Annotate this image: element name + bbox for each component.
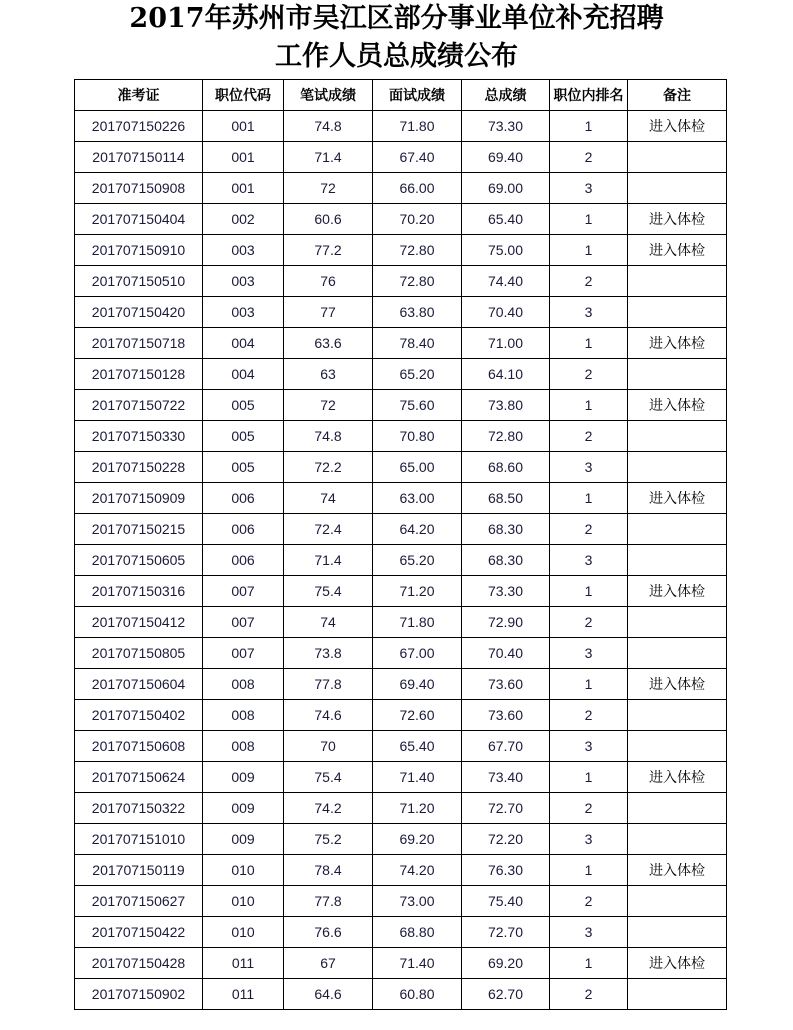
cell-position-rank: 2 — [550, 886, 628, 917]
cell-position-rank: 1 — [550, 948, 628, 979]
cell-total-score: 75.00 — [462, 235, 550, 266]
cell-note — [628, 421, 727, 452]
cell-written-score: 72 — [284, 390, 373, 421]
cell-note: 进入体检 — [628, 855, 727, 886]
cell-position-rank: 2 — [550, 421, 628, 452]
cell-written-score: 74.6 — [284, 700, 373, 731]
cell-total-score: 69.40 — [462, 142, 550, 173]
cell-note — [628, 979, 727, 1010]
cell-interview-score: 71.80 — [373, 607, 462, 638]
cell-position-code: 006 — [203, 483, 284, 514]
cell-interview-score: 64.20 — [373, 514, 462, 545]
table-row — [75, 297, 727, 328]
cell-written-score: 64.6 — [284, 979, 373, 1010]
cell-exam-id: 201707150422 — [75, 917, 203, 948]
cell-written-score: 70 — [284, 731, 373, 762]
cell-position-code: 009 — [203, 824, 284, 855]
cell-exam-id: 201707150404 — [75, 204, 203, 235]
cell-interview-score: 66.00 — [373, 173, 462, 204]
cell-written-score: 77.2 — [284, 235, 373, 266]
cell-total-score: 68.60 — [462, 452, 550, 483]
cell-position-code: 007 — [203, 576, 284, 607]
cell-position-code: 003 — [203, 266, 284, 297]
cell-position-rank: 1 — [550, 328, 628, 359]
header-exam-id: 准考证 — [75, 80, 203, 111]
table-row — [75, 948, 727, 979]
cell-written-score: 78.4 — [284, 855, 373, 886]
cell-total-score: 76.30 — [462, 855, 550, 886]
document-title-line2: 工作人员总成绩公布 — [275, 41, 518, 72]
cell-total-score: 69.00 — [462, 173, 550, 204]
cell-position-rank: 3 — [550, 917, 628, 948]
cell-position-code: 009 — [203, 793, 284, 824]
cell-written-score: 67 — [284, 948, 373, 979]
cell-position-code: 010 — [203, 886, 284, 917]
cell-exam-id: 201707150226 — [75, 111, 203, 142]
cell-written-score: 77 — [284, 297, 373, 328]
cell-position-rank: 2 — [550, 514, 628, 545]
cell-written-score: 63.6 — [284, 328, 373, 359]
cell-note — [628, 700, 727, 731]
cell-position-code: 009 — [203, 762, 284, 793]
cell-position-rank: 3 — [550, 452, 628, 483]
cell-position-rank: 2 — [550, 142, 628, 173]
table-row — [75, 421, 727, 452]
cell-interview-score: 71.80 — [373, 111, 462, 142]
table-row — [75, 917, 727, 948]
cell-position-code: 004 — [203, 328, 284, 359]
cell-total-score: 72.70 — [462, 793, 550, 824]
table-row — [75, 855, 727, 886]
cell-total-score: 70.40 — [462, 297, 550, 328]
table-row — [75, 483, 727, 514]
cell-note: 进入体检 — [628, 390, 727, 421]
cell-total-score: 75.40 — [462, 886, 550, 917]
cell-total-score: 72.80 — [462, 421, 550, 452]
cell-position-code: 010 — [203, 855, 284, 886]
cell-interview-score: 68.80 — [373, 917, 462, 948]
cell-position-rank: 2 — [550, 607, 628, 638]
cell-written-score: 77.8 — [284, 886, 373, 917]
cell-exam-id: 201707150805 — [75, 638, 203, 669]
table-row — [75, 669, 727, 700]
table-row — [75, 173, 727, 204]
table-row — [75, 142, 727, 173]
scores-table — [74, 79, 727, 1010]
cell-position-code: 001 — [203, 111, 284, 142]
cell-exam-id: 201707150624 — [75, 762, 203, 793]
cell-exam-id: 201707150608 — [75, 731, 203, 762]
cell-position-rank: 2 — [550, 359, 628, 390]
table-row — [75, 328, 727, 359]
cell-interview-score: 70.80 — [373, 421, 462, 452]
cell-note — [628, 793, 727, 824]
cell-exam-id: 201707150330 — [75, 421, 203, 452]
table-row — [75, 111, 727, 142]
cell-position-code: 006 — [203, 514, 284, 545]
cell-position-code: 008 — [203, 731, 284, 762]
table-row — [75, 700, 727, 731]
cell-position-rank: 1 — [550, 855, 628, 886]
cell-exam-id: 201707150722 — [75, 390, 203, 421]
cell-total-score: 73.30 — [462, 576, 550, 607]
cell-position-rank: 3 — [550, 824, 628, 855]
cell-exam-id: 201707150627 — [75, 886, 203, 917]
cell-exam-id: 201707150412 — [75, 607, 203, 638]
cell-total-score: 64.10 — [462, 359, 550, 390]
table-row — [75, 731, 727, 762]
cell-position-code: 005 — [203, 421, 284, 452]
cell-note: 进入体检 — [628, 204, 727, 235]
cell-total-score: 71.00 — [462, 328, 550, 359]
cell-total-score: 73.60 — [462, 700, 550, 731]
cell-interview-score: 63.00 — [373, 483, 462, 514]
cell-written-score: 77.8 — [284, 669, 373, 700]
cell-position-rank: 1 — [550, 204, 628, 235]
table-header-row — [75, 80, 727, 111]
cell-exam-id: 201707150428 — [75, 948, 203, 979]
cell-position-rank: 1 — [550, 235, 628, 266]
cell-total-score: 73.80 — [462, 390, 550, 421]
cell-total-score: 68.30 — [462, 514, 550, 545]
cell-total-score: 73.40 — [462, 762, 550, 793]
table-row — [75, 824, 727, 855]
cell-position-code: 003 — [203, 235, 284, 266]
cell-note — [628, 886, 727, 917]
cell-position-code: 007 — [203, 638, 284, 669]
cell-interview-score: 75.60 — [373, 390, 462, 421]
cell-total-score: 67.70 — [462, 731, 550, 762]
header-note: 备注 — [628, 80, 727, 111]
cell-position-rank: 1 — [550, 669, 628, 700]
cell-exam-id: 201707150510 — [75, 266, 203, 297]
cell-position-rank: 1 — [550, 111, 628, 142]
table-row — [75, 204, 727, 235]
cell-position-rank: 2 — [550, 793, 628, 824]
table-row — [75, 638, 727, 669]
cell-interview-score: 74.20 — [373, 855, 462, 886]
cell-written-score: 75.2 — [284, 824, 373, 855]
cell-position-code: 006 — [203, 545, 284, 576]
cell-written-score: 75.4 — [284, 576, 373, 607]
cell-written-score: 60.6 — [284, 204, 373, 235]
cell-note — [628, 173, 727, 204]
cell-interview-score: 71.20 — [373, 793, 462, 824]
cell-total-score: 70.40 — [462, 638, 550, 669]
cell-interview-score: 67.40 — [373, 142, 462, 173]
cell-written-score: 74 — [284, 607, 373, 638]
cell-written-score: 76 — [284, 266, 373, 297]
cell-total-score: 74.40 — [462, 266, 550, 297]
cell-note — [628, 297, 727, 328]
cell-note — [628, 514, 727, 545]
cell-note — [628, 142, 727, 173]
cell-note: 进入体检 — [628, 576, 727, 607]
table-row — [75, 452, 727, 483]
cell-exam-id: 201707150604 — [75, 669, 203, 700]
cell-exam-id: 201707150119 — [75, 855, 203, 886]
cell-note — [628, 638, 727, 669]
cell-written-score: 73.8 — [284, 638, 373, 669]
cell-exam-id: 201707150909 — [75, 483, 203, 514]
cell-position-rank: 2 — [550, 266, 628, 297]
cell-position-rank: 2 — [550, 700, 628, 731]
cell-position-code: 005 — [203, 390, 284, 421]
cell-interview-score: 65.20 — [373, 359, 462, 390]
table-row — [75, 886, 727, 917]
cell-position-rank: 3 — [550, 731, 628, 762]
cell-interview-score: 63.80 — [373, 297, 462, 328]
cell-exam-id: 201707150215 — [75, 514, 203, 545]
header-total-score: 总成绩 — [462, 80, 550, 111]
cell-note: 进入体检 — [628, 948, 727, 979]
cell-position-rank: 1 — [550, 762, 628, 793]
cell-note — [628, 359, 727, 390]
cell-exam-id: 201707150128 — [75, 359, 203, 390]
cell-position-code: 002 — [203, 204, 284, 235]
cell-total-score: 69.20 — [462, 948, 550, 979]
table-row — [75, 545, 727, 576]
cell-position-code: 011 — [203, 979, 284, 1010]
cell-exam-id: 201707150908 — [75, 173, 203, 204]
cell-interview-score: 70.20 — [373, 204, 462, 235]
cell-position-code: 003 — [203, 297, 284, 328]
cell-position-code: 008 — [203, 700, 284, 731]
cell-exam-id: 201707150910 — [75, 235, 203, 266]
cell-exam-id: 201707150420 — [75, 297, 203, 328]
cell-exam-id: 201707150228 — [75, 452, 203, 483]
table-row — [75, 359, 727, 390]
cell-note: 进入体检 — [628, 483, 727, 514]
cell-interview-score: 72.80 — [373, 235, 462, 266]
cell-position-rank: 2 — [550, 979, 628, 1010]
table-row — [75, 793, 727, 824]
cell-total-score: 62.70 — [462, 979, 550, 1010]
cell-interview-score: 65.40 — [373, 731, 462, 762]
cell-exam-id: 201707150402 — [75, 700, 203, 731]
table-row — [75, 762, 727, 793]
cell-total-score: 72.90 — [462, 607, 550, 638]
cell-position-code: 008 — [203, 669, 284, 700]
cell-exam-id: 201707150605 — [75, 545, 203, 576]
cell-note — [628, 452, 727, 483]
cell-interview-score: 67.00 — [373, 638, 462, 669]
cell-position-code: 010 — [203, 917, 284, 948]
cell-exam-id: 201707150114 — [75, 142, 203, 173]
cell-written-score: 76.6 — [284, 917, 373, 948]
cell-written-score: 71.4 — [284, 142, 373, 173]
cell-note — [628, 607, 727, 638]
cell-position-rank: 1 — [550, 390, 628, 421]
table-row — [75, 979, 727, 1010]
cell-total-score: 68.30 — [462, 545, 550, 576]
cell-interview-score: 72.60 — [373, 700, 462, 731]
cell-position-rank: 3 — [550, 545, 628, 576]
cell-interview-score: 71.20 — [373, 576, 462, 607]
header-position-code: 职位代码 — [203, 80, 284, 111]
cell-interview-score: 72.80 — [373, 266, 462, 297]
document-title-line1: 2017年苏州市吴江区部分事业单位补充招聘 — [129, 3, 664, 34]
cell-position-rank: 3 — [550, 297, 628, 328]
cell-note — [628, 917, 727, 948]
cell-interview-score: 73.00 — [373, 886, 462, 917]
cell-interview-score: 78.40 — [373, 328, 462, 359]
table-row — [75, 266, 727, 297]
cell-written-score: 72.2 — [284, 452, 373, 483]
cell-written-score: 71.4 — [284, 545, 373, 576]
cell-note — [628, 731, 727, 762]
table-row — [75, 390, 727, 421]
cell-interview-score: 69.20 — [373, 824, 462, 855]
cell-note: 进入体检 — [628, 669, 727, 700]
cell-written-score: 74.8 — [284, 421, 373, 452]
table-body — [75, 111, 727, 1010]
cell-exam-id: 201707151010 — [75, 824, 203, 855]
table-row — [75, 607, 727, 638]
cell-note: 进入体检 — [628, 111, 727, 142]
cell-total-score: 68.50 — [462, 483, 550, 514]
cell-exam-id: 201707150718 — [75, 328, 203, 359]
cell-interview-score: 65.20 — [373, 545, 462, 576]
table-row — [75, 235, 727, 266]
table-row — [75, 576, 727, 607]
cell-position-rank: 3 — [550, 638, 628, 669]
cell-written-score: 74.8 — [284, 111, 373, 142]
cell-interview-score: 71.40 — [373, 948, 462, 979]
cell-total-score: 65.40 — [462, 204, 550, 235]
cell-total-score: 73.30 — [462, 111, 550, 142]
cell-note — [628, 545, 727, 576]
cell-position-rank: 1 — [550, 576, 628, 607]
cell-written-score: 74 — [284, 483, 373, 514]
header-position-rank: 职位内排名 — [550, 80, 628, 111]
cell-position-rank: 3 — [550, 173, 628, 204]
cell-position-code: 004 — [203, 359, 284, 390]
cell-position-code: 001 — [203, 142, 284, 173]
cell-exam-id: 201707150322 — [75, 793, 203, 824]
cell-written-score: 72 — [284, 173, 373, 204]
cell-total-score: 72.70 — [462, 917, 550, 948]
cell-interview-score: 60.80 — [373, 979, 462, 1010]
cell-written-score: 63 — [284, 359, 373, 390]
cell-position-code: 007 — [203, 607, 284, 638]
cell-position-code: 001 — [203, 173, 284, 204]
cell-exam-id: 201707150316 — [75, 576, 203, 607]
cell-total-score: 73.60 — [462, 669, 550, 700]
cell-note — [628, 824, 727, 855]
cell-note — [628, 266, 727, 297]
cell-interview-score: 65.00 — [373, 452, 462, 483]
header-interview-score: 面试成绩 — [373, 80, 462, 111]
cell-position-rank: 1 — [550, 483, 628, 514]
cell-written-score: 75.4 — [284, 762, 373, 793]
cell-note: 进入体检 — [628, 328, 727, 359]
cell-position-code: 005 — [203, 452, 284, 483]
cell-interview-score: 71.40 — [373, 762, 462, 793]
cell-note: 进入体检 — [628, 762, 727, 793]
cell-written-score: 74.2 — [284, 793, 373, 824]
cell-interview-score: 69.40 — [373, 669, 462, 700]
cell-total-score: 72.20 — [462, 824, 550, 855]
cell-note: 进入体检 — [628, 235, 727, 266]
table-row — [75, 514, 727, 545]
cell-written-score: 72.4 — [284, 514, 373, 545]
cell-position-code: 011 — [203, 948, 284, 979]
header-written-score: 笔试成绩 — [284, 80, 373, 111]
cell-exam-id: 201707150902 — [75, 979, 203, 1010]
